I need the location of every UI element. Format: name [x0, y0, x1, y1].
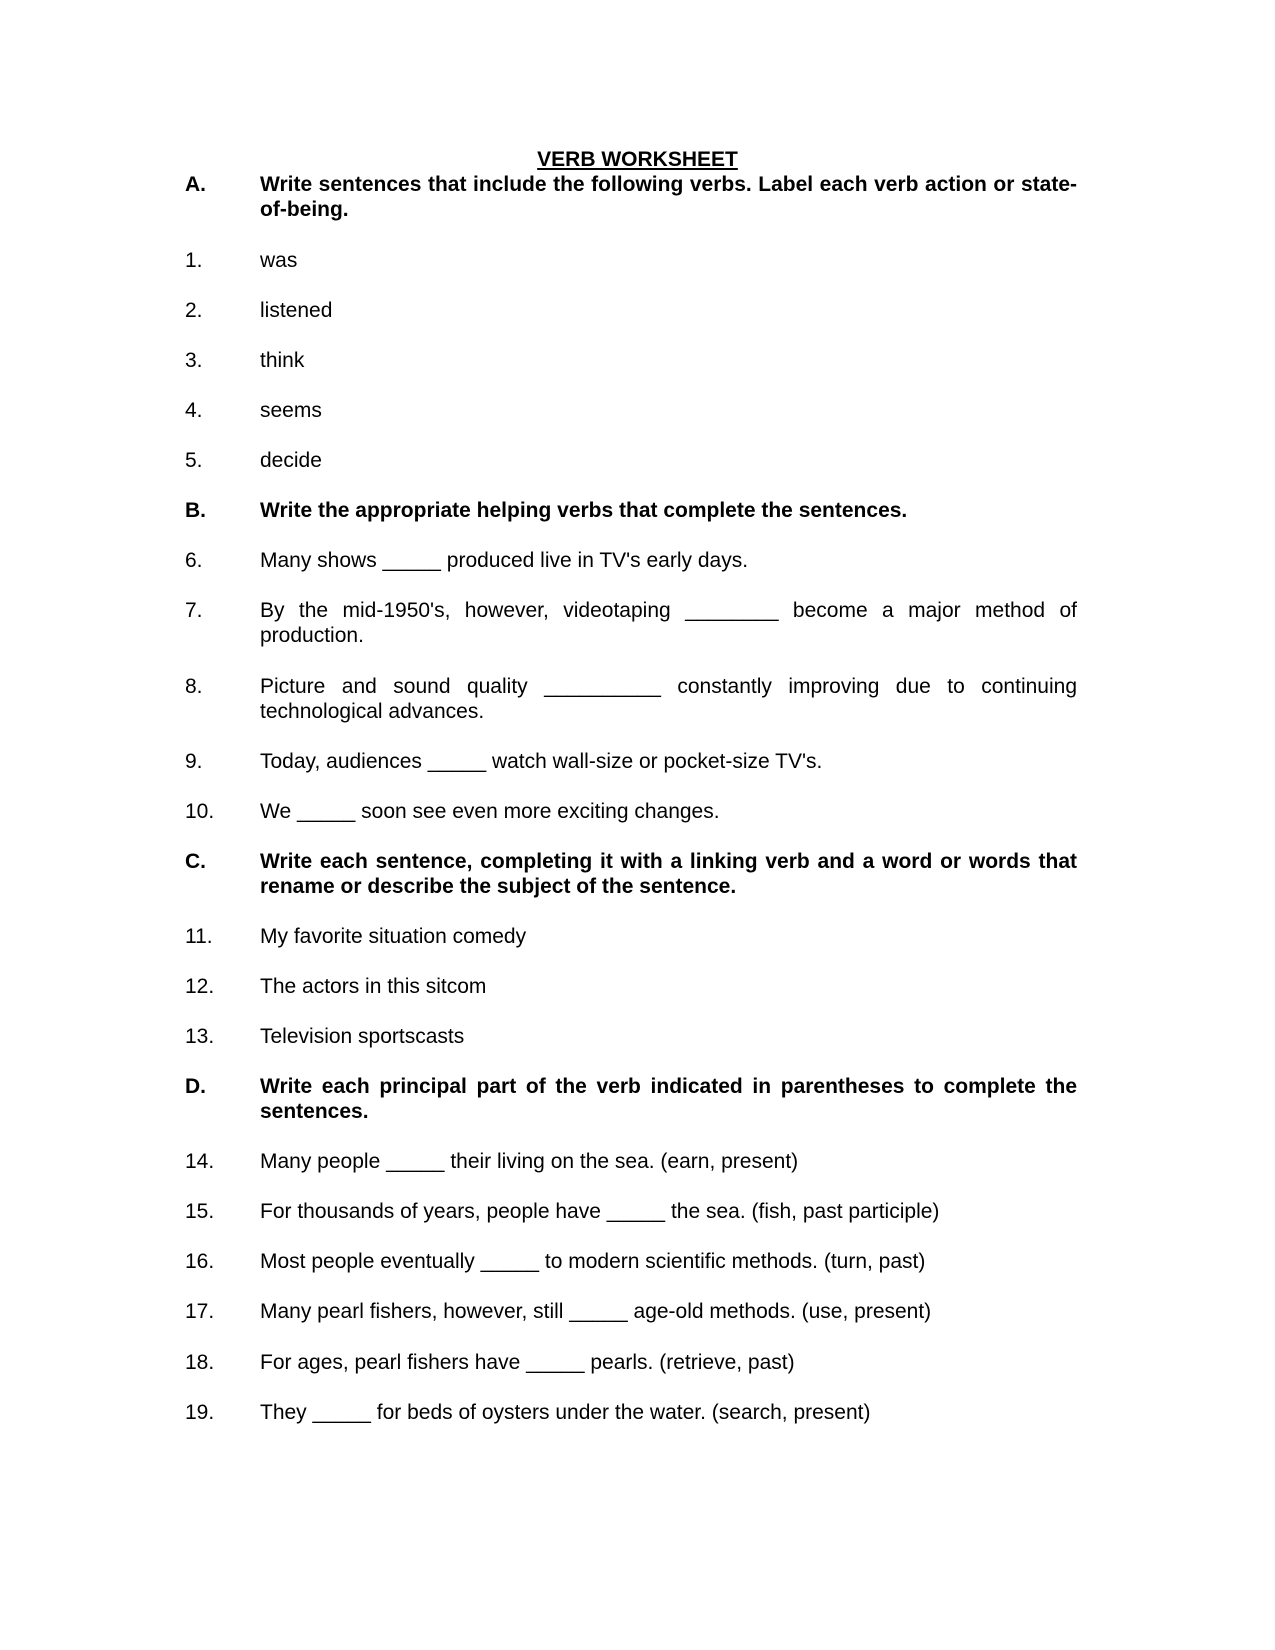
item-text: Most people eventually _____ to modern scientific methods. (turn, past)	[260, 1250, 926, 1273]
item-text: Today, audiences _____ watch wall-size or pocket-size TV's.	[260, 750, 823, 773]
item-number: 5.	[185, 449, 203, 472]
item-text: We _____ soon see even more exciting changes.	[260, 800, 720, 823]
page-title: VERB WORKSHEET	[537, 148, 738, 171]
item-text: Many shows _____ produced live in TV's early days.	[260, 549, 749, 572]
item-text: think	[260, 349, 305, 372]
item-text: By the mid-1950's, however, videotaping ________ become a major method of production.	[260, 599, 1077, 647]
section-b-instruction: Write the appropriate helping verbs that complete the sentences.	[260, 499, 908, 522]
item-number: 9.	[185, 750, 203, 773]
section-c-instruction: Write each sentence, completing it with a linking verb and a word or words that rename or describe the subject of the sentence.	[260, 850, 1077, 898]
item-text: For thousands of years, people have _____ the sea. (fish, past participle)	[260, 1200, 940, 1223]
item-number: 7.	[185, 599, 203, 622]
section-a-letter: A.	[185, 173, 206, 196]
item-number: 8.	[185, 675, 203, 698]
item-text: Picture and sound quality __________ constantly improving due to continuing technological advances.	[260, 675, 1077, 723]
section-a-instruction: Write sentences that include the following verbs. Label each verb action or state-of-being.	[260, 173, 1077, 221]
item-text: The actors in this sitcom	[260, 975, 487, 998]
item-text: was	[260, 249, 298, 272]
item-number: 18.	[185, 1351, 215, 1374]
item-number: 13.	[185, 1025, 215, 1048]
section-d-letter: D.	[185, 1075, 206, 1098]
item-number: 11.	[185, 925, 213, 948]
section-d-instruction: Write each principal part of the verb indicated in parentheses to complete the sentences.	[260, 1075, 1077, 1123]
item-text: For ages, pearl fishers have _____ pearls. (retrieve, past)	[260, 1351, 795, 1374]
item-number: 17.	[185, 1300, 215, 1323]
item-number: 10.	[185, 800, 215, 823]
item-number: 4.	[185, 399, 203, 422]
item-number: 3.	[185, 349, 203, 372]
item-text: Television sportscasts	[260, 1025, 465, 1048]
item-number: 16.	[185, 1250, 215, 1273]
item-number: 1.	[185, 249, 203, 272]
item-text: Many pearl fishers, however, still _____ age-old methods. (use, present)	[260, 1300, 932, 1323]
section-c-letter: C.	[185, 850, 206, 873]
item-text: decide	[260, 449, 322, 472]
item-text: My favorite situation comedy	[260, 925, 527, 948]
item-text: seems	[260, 399, 322, 422]
item-number: 6.	[185, 549, 203, 572]
item-text: Many people _____ their living on the sea. (earn, present)	[260, 1150, 799, 1173]
item-number: 12.	[185, 975, 215, 998]
item-number: 15.	[185, 1200, 215, 1223]
item-text: listened	[260, 299, 333, 322]
section-b-letter: B.	[185, 499, 206, 522]
item-number: 2.	[185, 299, 203, 322]
item-number: 19.	[185, 1401, 215, 1424]
item-text: They _____ for beds of oysters under the water. (search, present)	[260, 1401, 871, 1424]
item-number: 14.	[185, 1150, 215, 1173]
